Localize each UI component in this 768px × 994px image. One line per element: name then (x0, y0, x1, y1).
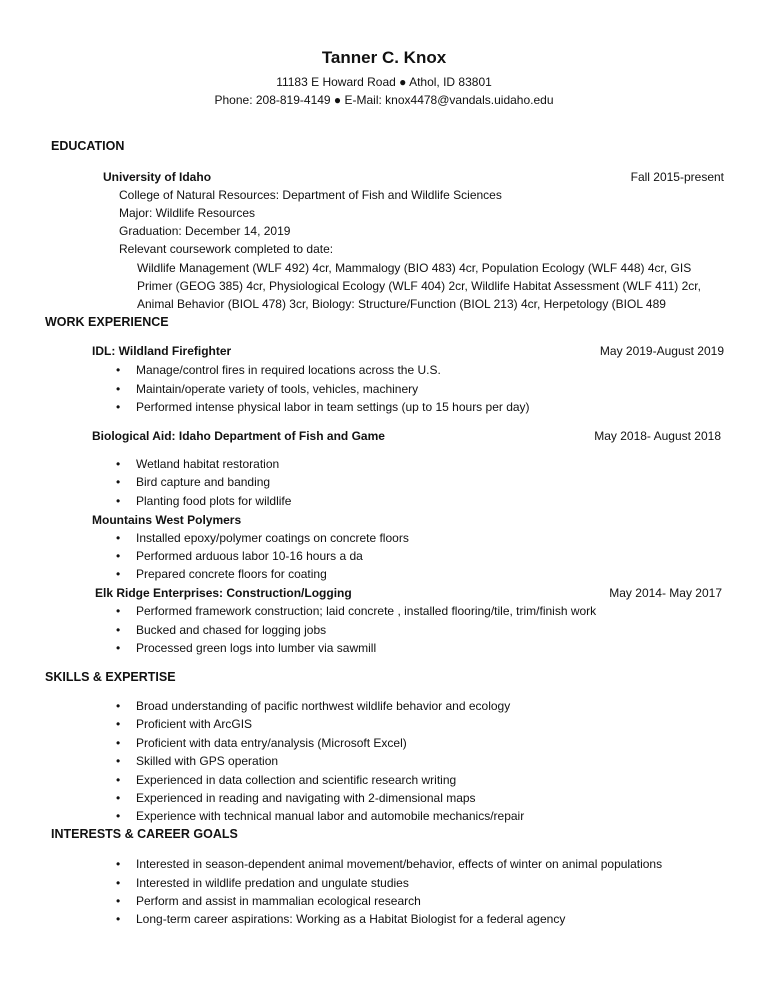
list-item-text: Proficient with ArcGIS (136, 717, 253, 731)
bullet-icon: • (116, 531, 121, 545)
bullet-icon: • (116, 400, 121, 414)
education-line: Major: Wildlife Resources (119, 206, 256, 220)
bullet-icon: • (116, 623, 121, 637)
bullet-icon: • (116, 894, 121, 908)
bullet-icon: • (116, 876, 121, 890)
bullet-icon: • (116, 363, 121, 377)
list-item-text: Experience with technical manual labor and automobile mechanics/repair (136, 809, 525, 823)
list-item-text: Perform and assist in mammalian ecological research (136, 894, 421, 908)
list-item-text: Proficient with data entry/analysis (Microsoft Excel) (136, 736, 407, 750)
education-heading: EDUCATION (51, 139, 125, 153)
job-title: IDL: Wildland Firefighter (92, 344, 232, 358)
interests-heading: INTERESTS & CAREER GOALS (51, 827, 238, 841)
job-title: Mountains West Polymers (92, 513, 242, 527)
list-item-text: Prepared concrete floors for coating (136, 567, 327, 581)
contact-line: Phone: 208-819-4149 ● E-Mail: knox4478@vandals.uidaho.edu (214, 93, 554, 107)
education-line: College of Natural Resources: Department of Fish and Wildlife Sciences (119, 188, 502, 202)
list-item (116, 549, 363, 563)
list-item (116, 475, 270, 489)
list-item (116, 457, 279, 471)
list-item (116, 717, 252, 731)
job-date: May 2019-August 2019 (599, 344, 724, 358)
bullet-icon: • (116, 773, 121, 787)
bullet-icon: • (116, 791, 121, 805)
bullet-icon: • (116, 857, 121, 871)
job-title: Biological Aid: Idaho Department of Fish and Game (92, 429, 385, 443)
list-item-text: Interested in wildlife predation and ungulate studies (136, 876, 409, 890)
list-item (116, 531, 409, 545)
list-item (116, 604, 596, 618)
list-item (116, 567, 327, 581)
school-name: University of Idaho (103, 170, 212, 184)
list-item-text: Experienced in reading and navigating with 2-dimensional maps (136, 791, 476, 805)
list-item-text: Maintain/operate variety of tools, vehicles, machinery (136, 382, 419, 396)
list-item-text: Performed framework construction; laid concrete , installed flooring/tile, trim/finish work (136, 604, 597, 618)
skills-heading: SKILLS & EXPERTISE (45, 670, 176, 684)
bullet-icon: • (116, 457, 121, 471)
list-item (116, 699, 510, 713)
school-date: Fall 2015-present (630, 170, 724, 184)
bullet-icon: • (116, 494, 121, 508)
list-item (116, 912, 565, 926)
list-item (116, 363, 441, 377)
bullet-icon: • (116, 736, 121, 750)
bullet-icon: • (116, 475, 121, 489)
bullet-icon: • (116, 809, 121, 823)
list-item (116, 754, 278, 768)
coursework-line: Wildlife Management (WLF 492) 4cr, Mammalogy (BIO 483) 4cr, Population Ecology (WLF 448) 4cr, GIS (137, 261, 692, 275)
job-date: May 2014- May 2017 (609, 586, 722, 600)
job-date: May 2018- August 2018 (594, 429, 721, 443)
list-item-text: Installed epoxy/polymer coatings on concrete floors (136, 531, 409, 545)
list-item-text: Wetland habitat restoration (136, 457, 280, 471)
list-item (116, 773, 456, 787)
list-item-text: Long-term career aspirations: Working as a Habitat Biologist for a federal agency (136, 912, 566, 926)
bullet-icon: • (116, 912, 121, 926)
education-line: Relevant coursework completed to date: (119, 242, 334, 256)
bullet-icon: • (116, 567, 121, 581)
coursework-line: Primer (GEOG 385) 4cr, Physiological Ecology (WLF 404) 2cr, Wildlife Habitat Assessment (WLF 411) 2cr, (137, 279, 701, 293)
list-item-text: Planting food plots for wildlife (136, 494, 292, 508)
list-item-text: Interested in season-dependent animal movement/behavior, effects of winter on animal populations (136, 857, 663, 871)
list-item-text: Performed arduous labor 10-16 hours a da (136, 549, 363, 563)
list-item (116, 809, 524, 823)
coursework-line: Animal Behavior (BIOL 478) 3cr, Biology: Structure/Function (BIOL 213) 4cr, Herpetology (BIOL 489 (137, 297, 666, 311)
list-item (116, 876, 409, 890)
list-item (116, 894, 421, 908)
bullet-icon: • (116, 754, 121, 768)
list-item-text: Performed intense physical labor in team settings (up to 15 hours per day) (136, 400, 530, 414)
bullet-icon: • (116, 549, 121, 563)
bullet-icon: • (116, 604, 121, 618)
list-item-text: Experienced in data collection and scientific research writing (136, 773, 457, 787)
bullet-icon: • (116, 699, 121, 713)
list-item (116, 857, 662, 871)
list-item-text: Manage/control fires in required locations across the U.S. (136, 363, 441, 377)
education-line: Graduation: December 14, 2019 (119, 224, 291, 238)
bullet-icon: • (116, 641, 121, 655)
list-item (116, 641, 376, 655)
list-item (116, 736, 407, 750)
list-item (116, 791, 476, 805)
work-heading: WORK EXPERIENCE (45, 315, 169, 329)
list-item (116, 382, 418, 396)
list-item-text: Bird capture and banding (136, 475, 271, 489)
job-title: Elk Ridge Enterprises: Construction/Logging (95, 586, 352, 600)
bullet-icon: • (116, 382, 121, 396)
list-item (116, 623, 326, 637)
list-item-text: Broad understanding of pacific northwest wildlife behavior and ecology (136, 699, 511, 713)
list-item-text: Processed green logs into lumber via sawmill (136, 641, 377, 655)
address-line: 11183 E Howard Road ● Athol, ID 83801 (276, 75, 492, 89)
list-item-text: Skilled with GPS operation (136, 754, 279, 768)
bullet-icon: • (116, 717, 121, 731)
resume-name: Tanner C. Knox (321, 48, 447, 67)
list-item (116, 400, 530, 414)
list-item-text: Bucked and chased for logging jobs (136, 623, 327, 637)
list-item (116, 494, 291, 508)
